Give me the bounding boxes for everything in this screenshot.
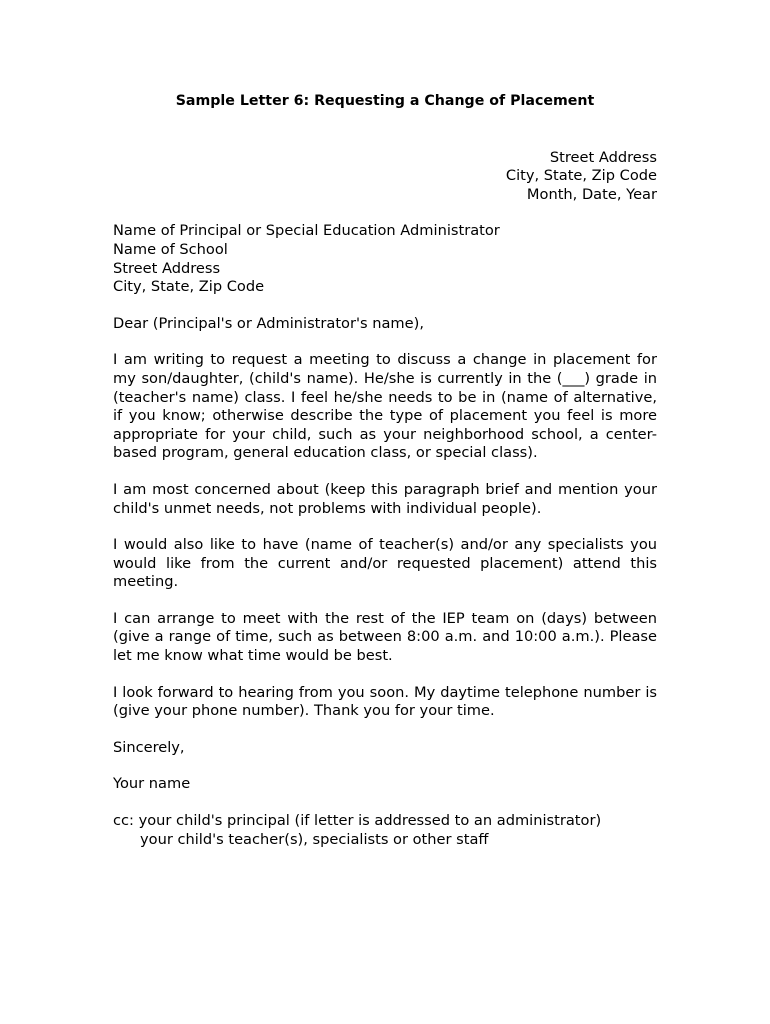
letter-title: Sample Letter 6: Requesting a Change of Placement [175,93,595,109]
paragraph-request: I am writing to request a meeting to discuss a change in placement for my son/daughter, (child's name). He/she is currently in the (___) grade in (teacher's name) class. I feel he/she needs to be in (name of alternative, if you know; otherwise describe the type of placement you feel is more appropriate for your child, such as your neighborhood school, a center-based program, general education class, or special class). [113,351,657,462]
cc-line-staff: your child's teacher(s), specialists or other staff [140,830,489,848]
paragraph-concerns: I am most concerned about (keep this paragraph brief and mention your child's unmet needs, not problems with individual people). [113,480,657,517]
recipient-name: Name of Principal or Special Education Administrator [113,222,500,240]
recipient-city-state-zip: City, State, Zip Code [113,278,265,296]
paragraph-attendees: I would also like to have (name of teacher(s) and/or any specialists you would like from the current and/or requested placement) attend this meeting. [113,536,657,591]
cc-line-principal: cc: your child's principal (if letter is addressed to an administrator) [113,812,602,830]
letter-date: Month, Date, Year [526,185,657,203]
letter-page [113,92,657,849]
cc-block [113,812,657,849]
paragraph-scheduling: I can arrange to meet with the rest of the IEP team on (days) between (give a range of time, such as between 8:00 a.m. and 10:00 a.m.). Please let me know what time would be best. [113,609,657,665]
sender-city-state-zip: City, State, Zip Code [505,167,657,185]
signature: Your name [113,775,191,793]
salutation: Dear (Principal's or Administrator's name), [113,314,424,332]
recipient-address-block [113,222,657,296]
sender-street: Street Address [549,148,657,166]
paragraph-contact: I look forward to hearing from you soon. My daytime telephone number is (give your phone number). Thank you for your time. [113,683,657,720]
sender-address-block [113,149,657,205]
recipient-street: Street Address [113,259,221,277]
closing: Sincerely, [113,738,185,756]
recipient-school: Name of School [113,240,228,258]
